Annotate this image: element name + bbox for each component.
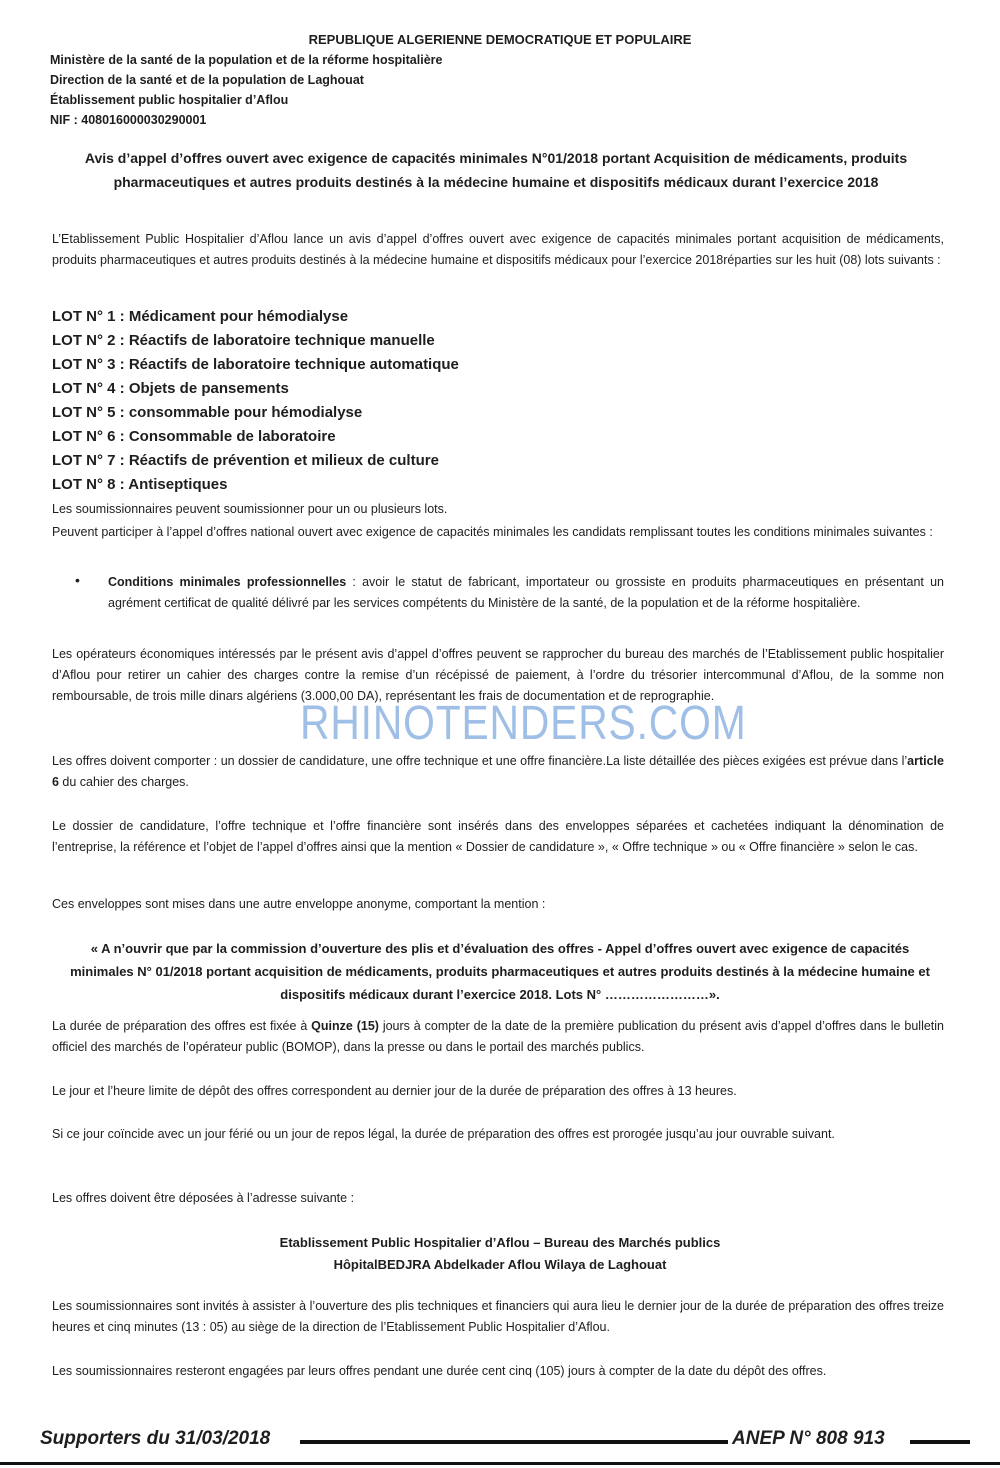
ministry-line: Ministère de la santé de la population et de la réforme hospitalière [50,53,443,67]
direction-line: Direction de la santé et de la population de Laghouat [50,73,364,87]
validity-paragraph: Les soumissionnaires resteront engagées par leurs offres pendant une durée cent cinq (105) jours à compter de la date du dépôt des offres. [52,1364,827,1378]
opening-paragraph: Les soumissionnaires sont invités à assister à l’ouverture des plis techniques et financiers qui aura lieu le dernier jour de la durée de préparation des offres treize heures et cinq minutes (13 : 05) au siège de la direction de l’Etablissement Public Hospitalier d’Aflou. [52,1299,944,1334]
address-line-2: HôpitalBEDJRA Abdelkader Aflou Wilaya de Laghouat [333,1257,667,1272]
conditions-label: Conditions minimales professionnelles [108,575,347,589]
participation-paragraph: Peuvent participer à l’appel d’offres national ouvert avec exigence de capacités minimales les candidats remplissant toutes les conditions minimales suivantes : [52,525,933,539]
footer-bar [0,1428,1000,1452]
lots-list [52,305,459,497]
lot-item: LOT N° 8 : Antiseptiques [52,476,228,493]
footer-divider [300,1440,730,1444]
offers-article: article 6 [52,754,944,789]
address-line-1: Etablissement Public Hospitalier d’Aflou – Bureau des Marchés publics [279,1235,721,1250]
lot-item: LOT N° 1 : Médicament pour hémodialyse [52,308,349,325]
deadline-paragraph: Le jour et l’heure limite de dépôt des offres correspondent au dernier jour de la durée de préparation des offres à 13 heures. [52,1084,737,1098]
anonymous-envelope-paragraph: Ces enveloppes sont mises dans une autre enveloppe anonyme, comportant la mention : [52,897,546,911]
lot-item: LOT N° 6 : Consommable de laboratoire [52,428,336,445]
conditions-text: : avoir le statut de fabricant, importateur ou grossiste en produits pharmaceutiques en présentant un agrément certificat de qualité délivré par les services compétents du Ministère de la santé, de la population et de la réforme hospitalière. [108,575,944,610]
notice-title: Avis d’appel d’offres ouvert avec exigence de capacités minimales N°01/2018 portant Acquisition de médicaments, produits pharmaceutiques et autres produits destinés à la médecine humaine et dispositifs médicaux durant l’exercice 2018 [84,150,908,190]
lot-item: LOT N° 4 : Objets de pansements [52,380,289,397]
footer-publication: Supporters du 31/03/2018 [40,1428,274,1450]
bullet-icon: • [75,572,80,588]
deposit-address [100,1232,900,1276]
bottom-rule [0,1462,1000,1465]
conditions-paragraph [108,572,944,614]
lot-item: LOT N° 3 : Réactifs de laboratoire technique automatique [52,356,459,373]
offers-paragraph [52,751,944,793]
lot-item: LOT N° 5 : consommable pour hémodialyse [52,404,363,421]
establishment-line: Établissement public hospitalier d’Aflou [50,93,289,107]
nif-line: NIF : 408016000030290001 [50,113,207,127]
intro-paragraph: L’Etablissement Public Hospitalier d’Aflou lance un avis d’appel d’offres ouvert avec exigence de capacités minimales portant acquisition de médicaments, produits pharmaceutiques et autres produits destinés à la médecine humaine et dispositifs médicaux pour l’exercice 2018réparties sur les huit (08) lots suivants : [52,232,944,267]
footer-divider [910,1440,970,1444]
operators-paragraph: Les opérateurs économiques intéressés par le présent avis d’appel d’offres peuvent se rapprocher du bureau des marchés de l’Etablissement public hospitalier d’Aflou pour retirer un cahier des charges contre la remise d’un récépissé de paiement, à l’ordre du trésorier intercommunal d’Aflou, de la somme non remboursable, de trois mille dinars algériens (3.000,00 DA), représentant les frais de documentation et de reprographie. [52,647,944,703]
watermark-text: RHINOTENDERS.COM [300,697,747,750]
duration-text-a: La durée de préparation des offres est fixée à [52,1019,312,1033]
lots-paragraph: Les soumissionnaires peuvent soumissionner pour un ou plusieurs lots. [52,502,448,516]
duration-paragraph [52,1016,944,1058]
republic-heading: REPUBLIQUE ALGERIENNE DEMOCRATIQUE ET POPULAIRE [308,32,692,47]
offers-text-a: Les offres doivent comporter : un dossier de candidature, une offre technique et une offre financière.La liste détaillée des pièces exigées est prévue dans l’ [52,754,908,768]
lot-item: LOT N° 7 : Réactifs de prévention et milieux de culture [52,452,439,469]
envelopes-paragraph: Le dossier de candidature, l’offre technique et l’offre financière sont insérés dans des enveloppes séparées et cachetées indiquant la dénomination de l’entreprise, la référence et l’objet de l’appel d’offres ainsi que la mention « Dossier de candidature », « Offre technique » ou « Offre financière » selon le cas. [52,819,944,854]
header-block [50,30,950,130]
duration-days: Quinze (15) [311,1019,379,1033]
holiday-paragraph: Si ce jour coïncide avec un jour férié ou un jour de repos légal, la durée de préparation des offres est prorogée jusqu’au jour ouvrable suivant. [52,1127,835,1141]
duration-text-c: jours à compter de la date de la première publication du présent avis d’appel d’offres dans le bulletin officiel des marchés de l’opérateur public (BOMOP), dans la presse ou dans le portail des marchés publics. [52,1019,944,1054]
envelope-mention: « A n’ouvrir que par la commission d’ouverture des plis et d’évaluation des offres - Appel d’offres ouvert avec exigence de capacités minimales N° 01/2018 portant acquisition de médicaments, produits pharmaceutiques et autres produits destinés à la médecine humaine et dispositifs médicaux durant l’exercice 2018. Lots N° ……………………». [70,941,930,1002]
offers-text-c: du cahier des charges. [58,775,189,789]
footer-anep-number: ANEP N° 808 913 [728,1428,889,1450]
lot-item: LOT N° 2 : Réactifs de laboratoire technique manuelle [52,332,435,349]
deposit-paragraph: Les offres doivent être déposées à l’adresse suivante : [52,1191,355,1205]
